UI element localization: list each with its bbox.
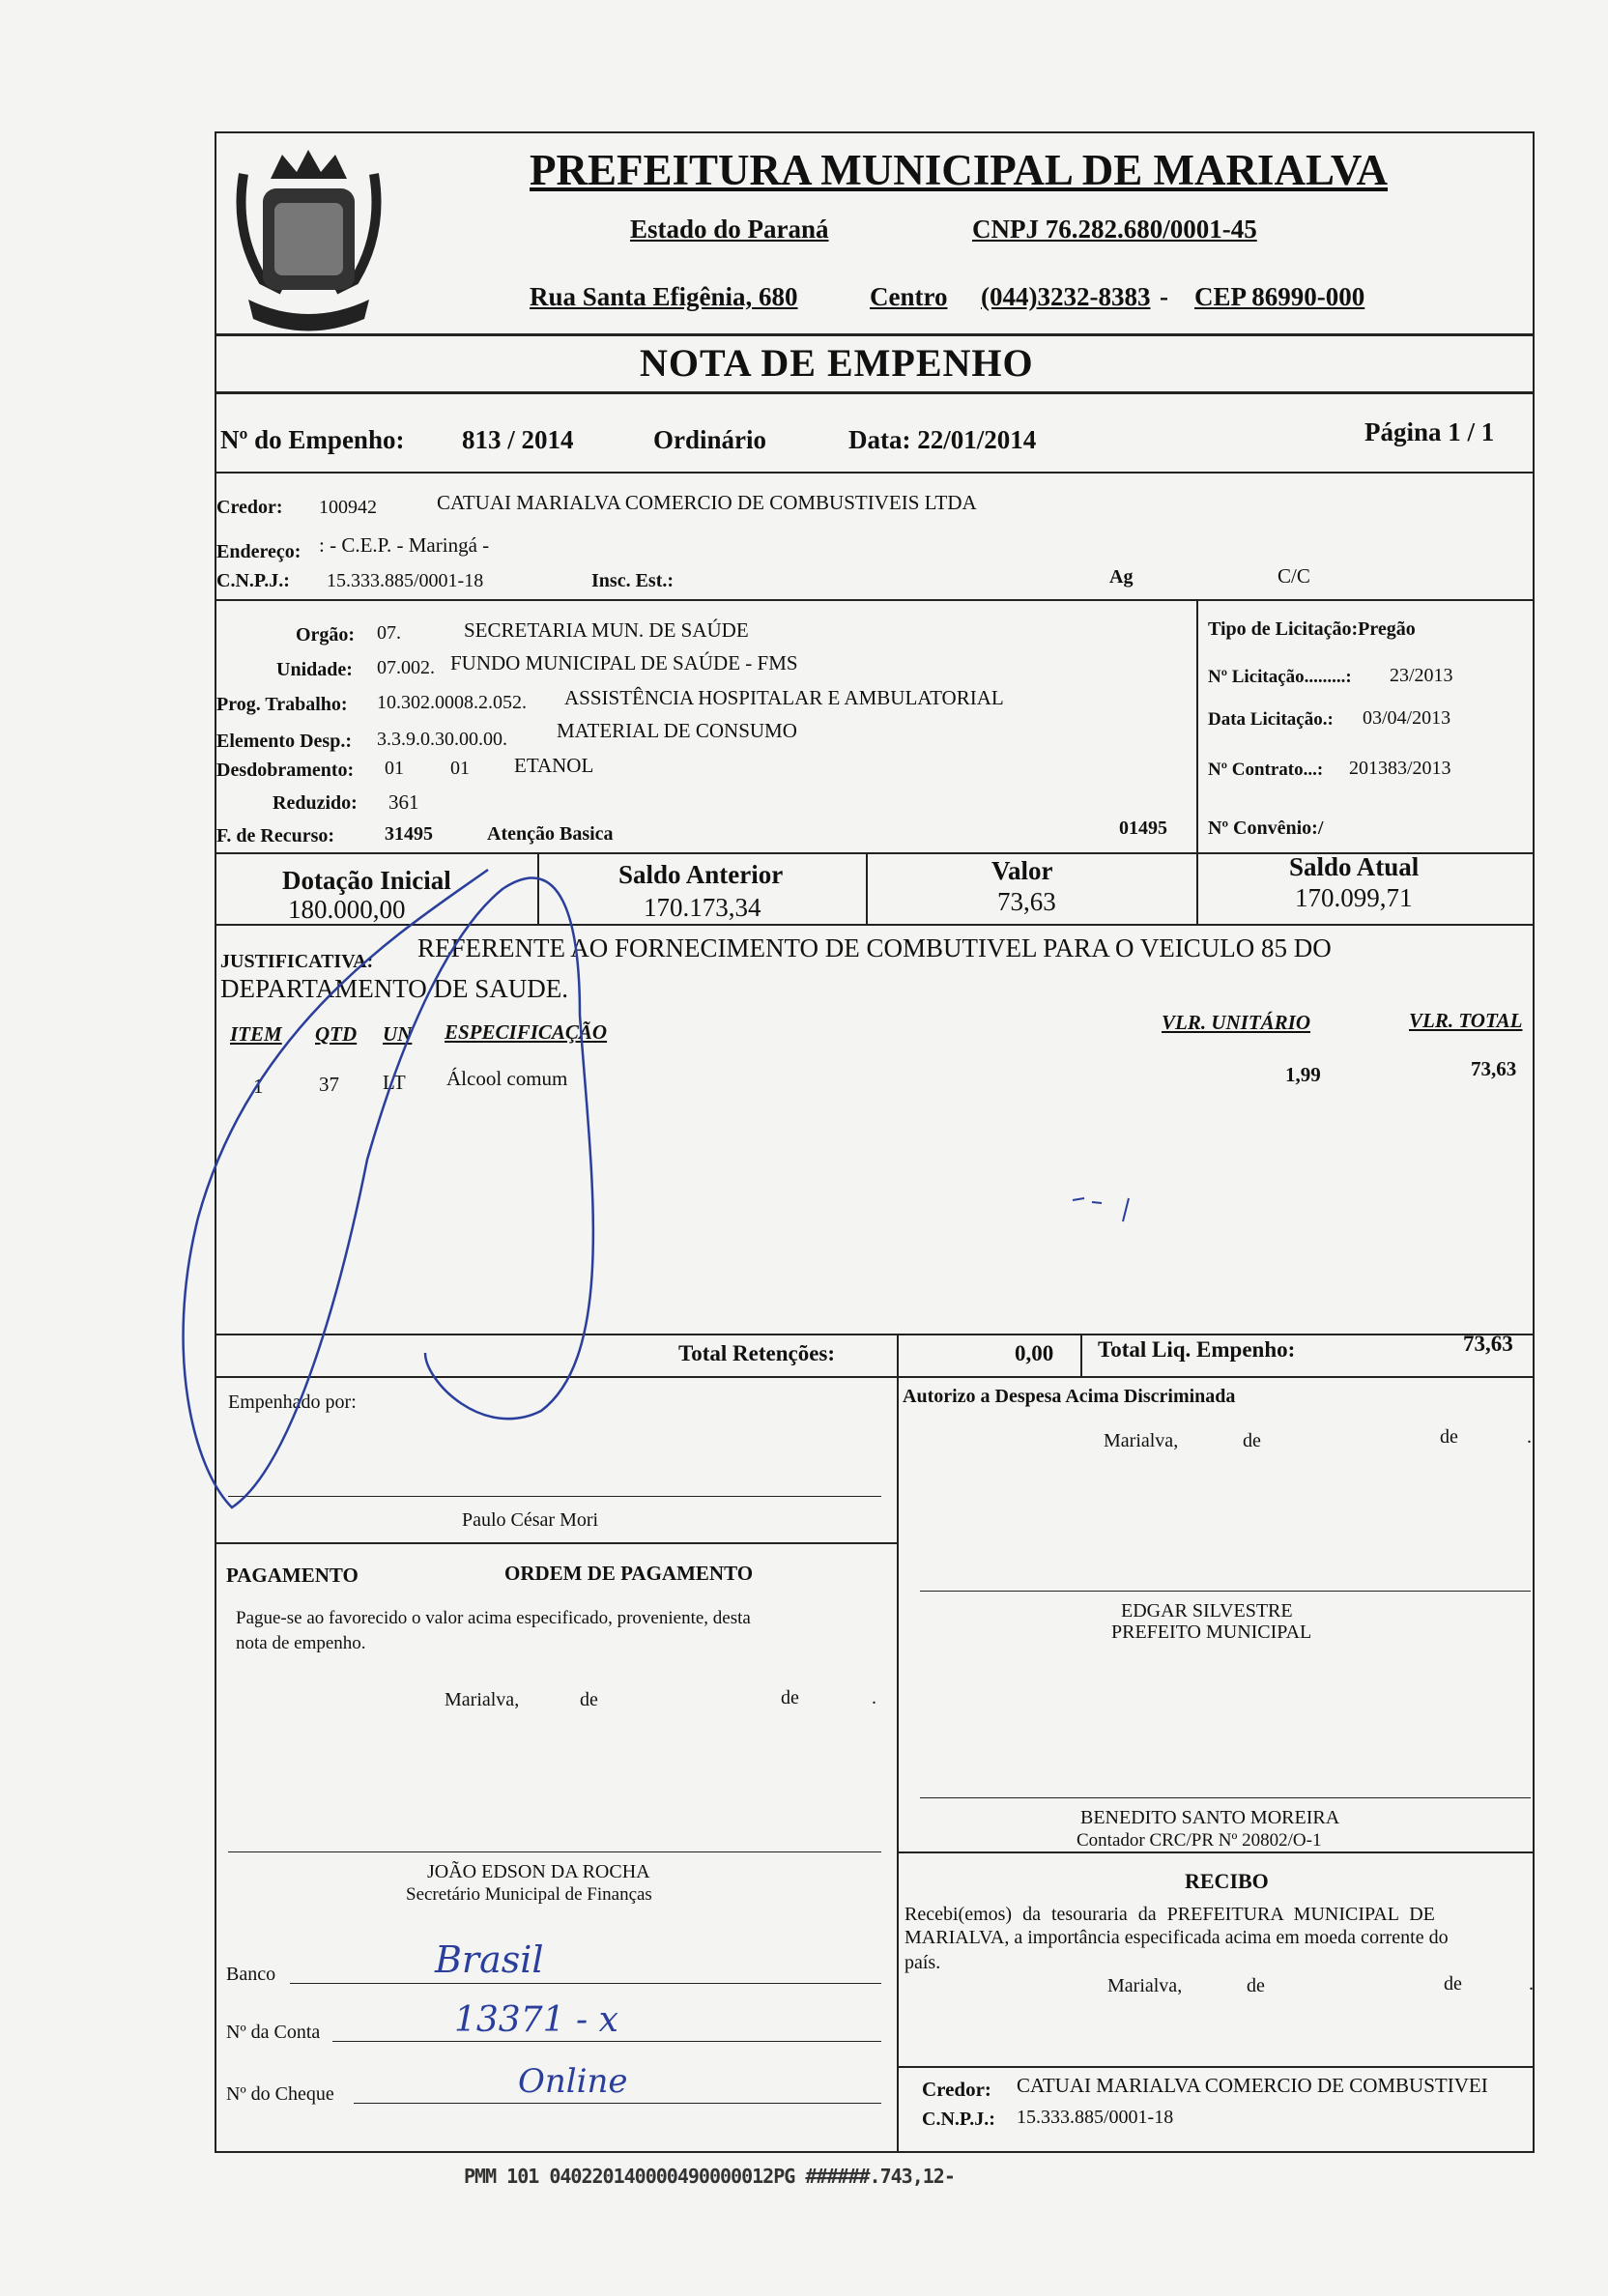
col-qtd-header: QTD — [315, 1022, 358, 1046]
header-cep: CEP 86990-000 — [1194, 282, 1365, 311]
cheque-label: Nº do Cheque — [226, 2083, 334, 2105]
pague-se-line2: nota de empenho. — [236, 1633, 366, 1653]
recurso-right-code: 01495 — [1119, 818, 1167, 839]
total-retencoes-value: 0,00 — [1015, 1341, 1054, 1365]
elemento-code: 3.3.9.0.30.00.00. — [377, 729, 507, 750]
justificativa-text-line1: REFERENTE AO FORNECIMENTO DE COMBUTIVEL PARA O VEICULO 85 DO — [417, 933, 1332, 962]
recibo-line3: país. — [904, 1952, 941, 1973]
agency-label: Ag — [1109, 566, 1134, 588]
cheque-handwritten-value: Online — [518, 2062, 628, 2101]
justificativa-text-line2: DEPARTAMENTO DE SAUDE. — [220, 974, 568, 1003]
account-label: C/C — [1278, 564, 1310, 588]
orgao-name: SECRETARIA MUN. DE SAÚDE — [464, 618, 749, 642]
valor-value: 73,63 — [997, 887, 1056, 916]
pagamento-de-2: de — [781, 1687, 799, 1708]
recibo-place: Marialva, — [1107, 1975, 1183, 1996]
licitacao-date-label: Data Licitação.: — [1208, 709, 1334, 730]
recibo-line2: MARIALVA, a importância especificada acima em moeda corrente do — [904, 1927, 1449, 1948]
empenhado-por-name: Paulo César Mori — [462, 1509, 599, 1531]
prog-trabalho-label: Prog. Trabalho: — [216, 694, 348, 715]
desdobramento-label: Desdobramento: — [216, 760, 355, 781]
reduzido-label: Reduzido: — [273, 792, 358, 814]
state-label: Estado do Paraná — [630, 215, 829, 244]
header-district: Centro — [870, 282, 948, 311]
contador-name: BENEDITO SANTO MOREIRA — [1080, 1807, 1340, 1828]
empenhado-por-label: Empenhado por: — [228, 1392, 357, 1413]
autorizo-de-1: de — [1243, 1430, 1261, 1451]
contrato-number: 201383/2013 — [1349, 758, 1451, 779]
reduzido-value: 361 — [388, 790, 419, 814]
banco-handwritten-value: Brasil — [435, 1938, 544, 1981]
total-liq-value: 73,63 — [1463, 1332, 1513, 1356]
recibo-cnpj-label: C.N.P.J.: — [922, 2109, 995, 2130]
recibo-line1: Recebi(emos) da tesouraria da PREFEITURA MUNICIPAL DE — [904, 1904, 1435, 1925]
orgao-label: Orgão: — [296, 624, 356, 646]
credor-label: Credor: — [216, 497, 283, 518]
secretario-title: Secretário Municipal de Finanças — [406, 1884, 652, 1905]
autorizo-dot: . — [1527, 1426, 1532, 1448]
empenho-number: 813 / 2014 — [462, 425, 574, 454]
tipo-licitacao: Tipo de Licitação:Pregão — [1208, 618, 1416, 640]
recurso-name: Atenção Basica — [487, 823, 614, 845]
credor-name: CATUAI MARIALVA COMERCIO DE COMBUSTIVEIS LTDA — [437, 491, 977, 514]
saldo-anterior-value: 170.173,34 — [644, 893, 761, 922]
unidade-name: FUNDO MUNICIPAL DE SAÚDE - FMS — [450, 651, 798, 674]
unidade-label: Unidade: — [276, 659, 353, 680]
header-cnpj: CNPJ 76.282.680/0001-45 — [972, 215, 1257, 244]
pague-se-line1: Pague-se ao favorecido o valor acima especificado, proveniente, desta — [236, 1608, 751, 1628]
footer-document-code: PMM 101 040220140000490000012PG ######.743,12- — [464, 2165, 955, 2188]
saldo-anterior-label: Saldo Anterior — [618, 860, 784, 889]
document-title: NOTA DE EMPENHO — [640, 341, 1034, 385]
justificativa-label: JUSTIFICATIVA: — [220, 951, 374, 972]
recibo-de-2: de — [1444, 1973, 1462, 1995]
pagamento-place: Marialva, — [445, 1689, 520, 1710]
licitacao-date: 03/04/2013 — [1363, 707, 1451, 729]
saldo-atual-label: Saldo Atual — [1289, 852, 1420, 881]
total-retencoes-label: Total Retenções: — [678, 1341, 836, 1365]
convenio-label: Nº Convênio:/ — [1208, 818, 1324, 839]
recibo-credor-name: CATUAI MARIALVA COMERCIO DE COMBUSTIVEI — [1017, 2074, 1488, 2097]
item-qtd: 37 — [319, 1073, 339, 1096]
header-dash: - — [1160, 282, 1168, 311]
municipality-title: PREFEITURA MUNICIPAL DE MARIALVA — [530, 146, 1389, 194]
elemento-name: MATERIAL DE CONSUMO — [557, 719, 797, 742]
prefeito-name: EDGAR SILVESTRE — [1121, 1600, 1293, 1622]
autorizo-label: Autorizo a Despesa Acima Discriminada — [903, 1386, 1236, 1407]
autorizo-de-2: de — [1440, 1426, 1458, 1448]
pagamento-label: PAGAMENTO — [226, 1564, 359, 1587]
item-unit: LT — [383, 1071, 406, 1094]
item-number: 1 — [253, 1075, 264, 1098]
col-unit-price-header: VLR. UNITÁRIO — [1162, 1011, 1311, 1034]
page-number: Página 1 / 1 — [1364, 417, 1495, 446]
empenho-type: Ordinário — [653, 425, 767, 454]
address-value: : - C.E.P. - Maringá - — [319, 533, 490, 557]
col-total-header: VLR. TOTAL — [1409, 1009, 1523, 1032]
dotacao-inicial-value: 180.000,00 — [288, 895, 406, 924]
licitacao-number-label: Nº Licitação.........: — [1208, 667, 1352, 687]
contrato-label: Nº Contrato...: — [1208, 760, 1324, 780]
orgao-code: 07. — [377, 622, 401, 644]
autorizo-place: Marialva, — [1104, 1430, 1179, 1451]
desdobramento-a: 01 — [385, 758, 404, 779]
credor-cnpj: 15.333.885/0001-18 — [327, 570, 484, 591]
col-un-header: UN — [383, 1022, 413, 1046]
recurso-code: 31495 — [385, 823, 433, 845]
empenho-label: Nº do Empenho: — [220, 425, 405, 454]
recibo-de-1: de — [1247, 1975, 1265, 1996]
unidade-code: 07.002. — [377, 657, 435, 678]
col-item-header: ITEM — [230, 1022, 282, 1046]
desdobramento-name: ETANOL — [514, 754, 594, 777]
conta-handwritten-value: 13371 - x — [454, 2000, 618, 2040]
desdobramento-b: 01 — [450, 758, 470, 779]
prog-trabalho-code: 10.302.0008.2.052. — [377, 692, 527, 713]
pagamento-de-1: de — [580, 1689, 598, 1710]
total-liq-label: Total Liq. Empenho: — [1098, 1337, 1296, 1362]
dotacao-inicial-label: Dotação Inicial — [282, 866, 451, 895]
secretario-name: JOÃO EDSON DA ROCHA — [427, 1861, 650, 1882]
insc-est-label: Insc. Est.: — [591, 570, 675, 591]
recibo-credor-label: Credor: — [922, 2078, 991, 2101]
address-label: Endereço: — [216, 541, 302, 562]
header-phone: (044)3232-8383 — [981, 282, 1151, 311]
item-total: 73,63 — [1471, 1057, 1517, 1080]
item-unit-price: 1,99 — [1285, 1063, 1321, 1086]
credor-code: 100942 — [319, 497, 377, 518]
col-especificacao-header: ESPECIFICAÇÃO — [445, 1020, 608, 1044]
item-description: Álcool comum — [446, 1067, 568, 1090]
header-street: Rua Santa Efigênia, 680 — [530, 282, 798, 311]
recibo-dot: . — [1529, 1973, 1534, 1995]
licitacao-number: 23/2013 — [1390, 665, 1453, 686]
saldo-atual-value: 170.099,71 — [1295, 883, 1413, 912]
prefeito-title: PREFEITO MUNICIPAL — [1111, 1622, 1312, 1643]
ordem-pagamento-label: ORDEM DE PAGAMENTO — [504, 1562, 754, 1585]
prog-trabalho-name: ASSISTÊNCIA HOSPITALAR E AMBULATORIAL — [564, 686, 1004, 709]
recibo-title: RECIBO — [1185, 1869, 1269, 1893]
pagamento-dot: . — [872, 1687, 876, 1708]
recibo-cnpj: 15.333.885/0001-18 — [1017, 2107, 1174, 2128]
valor-label: Valor — [991, 856, 1053, 885]
contador-title: Contador CRC/PR Nº 20802/O-1 — [1077, 1830, 1322, 1851]
elemento-label: Elemento Desp.: — [216, 731, 352, 752]
conta-label: Nº da Conta — [226, 2022, 321, 2043]
banco-label: Banco — [226, 1964, 276, 1985]
recurso-label: F. de Recurso: — [216, 825, 335, 847]
credor-cnpj-label: C.N.P.J.: — [216, 570, 290, 591]
empenho-date: Data: 22/01/2014 — [848, 425, 1037, 454]
